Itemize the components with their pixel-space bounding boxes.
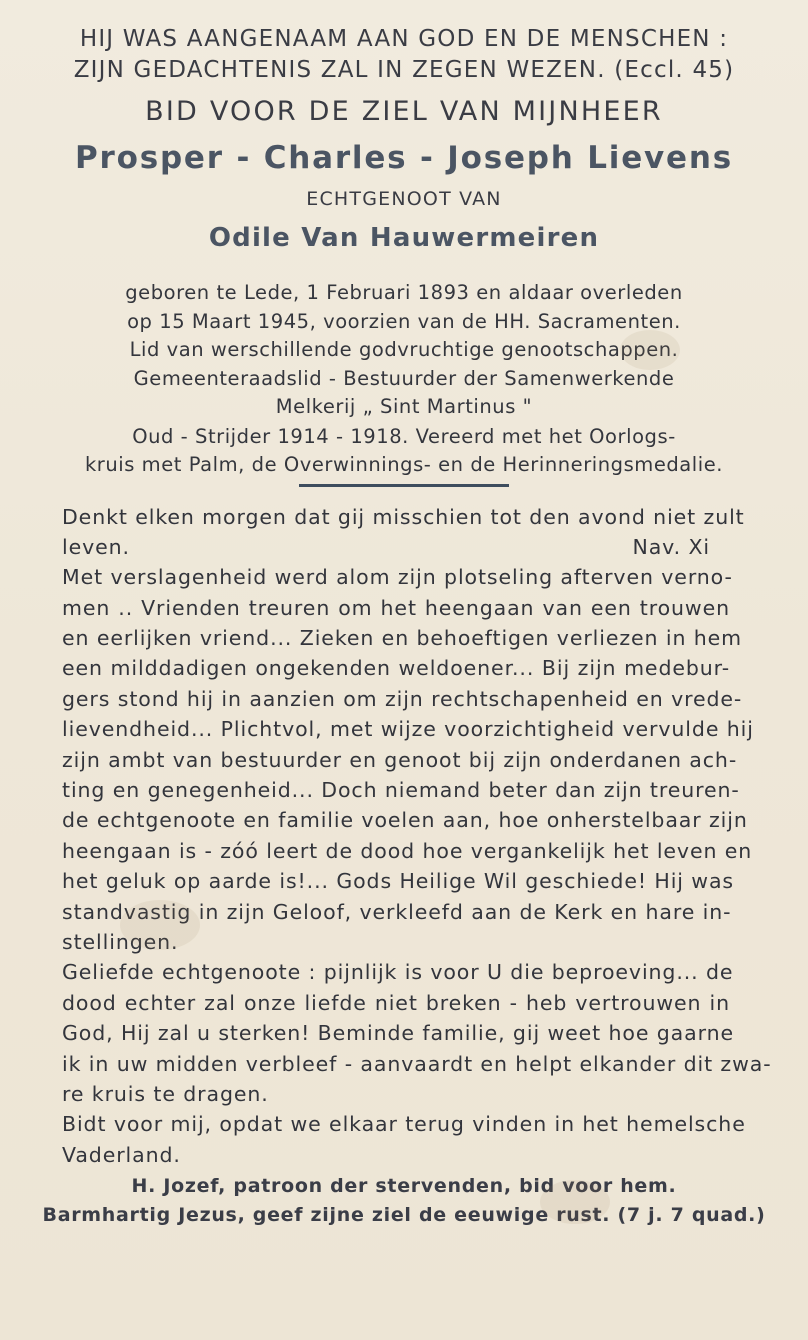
paragraph-2-line: ik in uw midden verbleef - aanvaardt en helpt elkander dit zwa-	[62, 1051, 772, 1076]
closing-prayer-1: H. Jozef, patroon der stervenden, bid voor hem.	[131, 1175, 677, 1198]
quote-reference: Nav. Xi	[632, 534, 710, 559]
paragraph-1-line: gers stond hij in aanzien om zijn rechtschapenheid en vrede-	[62, 686, 743, 711]
paragraph-2-line: re kruis te dragen.	[62, 1081, 269, 1106]
paragraph-1-line: een milddadigen ongekenden weldoener... Bij zijn medebur-	[62, 656, 730, 681]
reflection-text	[30, 504, 778, 1167]
relation-label: ECHTGENOOT VAN	[306, 188, 502, 210]
paragraph-2-line: Geliefde echtgenoote : pijnlijk is voor U die beproeving... de	[62, 960, 734, 985]
birth-death-paragraph	[30, 283, 778, 331]
paragraph-1-line: ting en genegenheid... Doch niemand beter dan zijn treuren-	[62, 778, 740, 803]
paragraph-1-line: zijn ambt van bestuurder en genoot bij zijn onderdanen ach-	[62, 747, 738, 772]
paragraph-1-line: lievendheid... Plichtvol, met wijze voorzichtigheid vervulde hij	[62, 717, 754, 742]
paragraph-1-line: en eerlijken vriend... Zieken en behoeftigen verliezen in hem	[62, 626, 743, 651]
paragraph-2-line: God, Hij zal u sterken! Beminde familie, gij weet hoe gaarne	[62, 1021, 734, 1046]
paragraph-3-line: Bidt voor mij, opdat we elkaar terug vinden in het hemelsche	[62, 1112, 746, 1137]
motto-line-2: ZIJN GEDACHTENIS ZAL IN ZEGEN WEZEN. (Eccl. 45)	[73, 57, 735, 83]
paragraph-1-line: het geluk op aarde is!... Gods Heilige Wil geschiede! Hij was	[62, 869, 735, 894]
card-header	[30, 28, 778, 251]
paragraph-1-line: men .. Vrienden treuren om het heengaan van een trouwen	[62, 595, 730, 620]
closing-prayers	[30, 1177, 778, 1225]
member-line-1: Lid van werschillende godvruchtige genootschappen.	[129, 338, 679, 361]
member-line-2: Gemeenteraadslid - Bestuurder der Samenwerkende	[133, 366, 675, 390]
veteran-line-1: Oud - Strijder 1914 - 1918. Vereerd met het Oorlogs-	[132, 424, 676, 448]
quote-line-2	[62, 534, 730, 559]
spouse-name: Odile Van Hauwermeiren	[208, 223, 600, 253]
paragraph-1-line: heengaan is - zóó leert de dood hoe vergankelijk het leven en	[62, 838, 753, 863]
motto-line-1: HIJ WAS AANGENAAM AAN GOD EN DE MENSCHEN :	[79, 26, 729, 52]
paragraph-1-line: stellingen.	[62, 929, 179, 954]
paragraph-1-line: standvastig in zijn Geloof, verkleefd aan de Kerk en hare in-	[62, 899, 732, 924]
born-line-2: op 15 Maart 1945, voorzien van de HH. Sacramenten.	[127, 309, 681, 333]
paragraph-2-line: dood echter zal onze liefde niet breken - heb vertrouwen in	[62, 990, 730, 1015]
prayer-intro: BID VOOR DE ZIEL VAN MIJNHEER	[145, 96, 663, 127]
paragraph-1-line: de echtgenoote en familie voelen aan, hoe onherstelbaar zijn	[62, 808, 748, 833]
membership-paragraph	[30, 340, 778, 417]
closing-prayer-2: Barmhartig Jezus, geef zijne ziel de eeuwige rust. (7 j. 7 quad.)	[42, 1204, 766, 1227]
born-line-1: geboren te Lede, 1 Februari 1893 en aldaar overleden	[125, 281, 683, 304]
quote-line-2-text: leven.	[62, 534, 130, 559]
veteran-line-2: kruis met Palm, de Overwinnings- en de Herinneringsmedalie.	[84, 453, 724, 476]
paragraph-1-line: Met verslagenheid werd alom zijn plotseling afterven verno-	[62, 565, 733, 590]
quote-line-1: Denkt elken morgen dat gij misschien tot den avond niet zult	[62, 504, 745, 529]
member-line-3: Melkerij „ Sint Martinus "	[275, 395, 533, 418]
veteran-paragraph	[30, 424, 778, 476]
paragraph-3-line: Vaderland.	[62, 1142, 181, 1167]
section-divider	[299, 484, 509, 487]
deceased-name: Prosper - Charles - Joseph Lievens	[74, 140, 733, 176]
